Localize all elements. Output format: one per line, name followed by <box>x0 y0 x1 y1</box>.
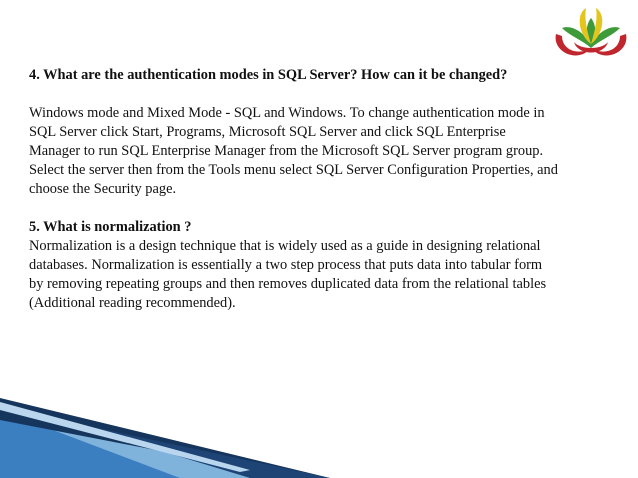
question-heading: 5. What is normalization ? <box>29 219 192 235</box>
flower-logo-icon <box>548 4 634 66</box>
question-heading: 4. What are the authentication modes in SQL Server? How can it be changed? <box>29 67 508 83</box>
answer-line: Manager to run SQL Enterprise Manager from the Microsoft SQL Server program group. <box>29 143 544 159</box>
answer-line: Windows mode and Mixed Mode - SQL and Windows. To change authentication mode in <box>29 105 545 121</box>
slide-content <box>29 66 619 313</box>
answer-line: Normalization is a design technique that is widely used as a guide in designing relational <box>29 238 541 254</box>
answer-line: choose the Security page. <box>29 181 177 197</box>
answer-line: SQL Server click Start, Programs, Microsoft SQL Server and click SQL Enterprise <box>29 124 506 140</box>
answer-line: Select the server then from the Tools menu select SQL Server Configuration Properties, and <box>29 162 558 178</box>
answer-line: by removing repeating groups and then removes duplicated data from the relational tables <box>29 276 547 292</box>
answer-line: databases. Normalization is essentially a two step process that puts data into tabular form <box>29 257 543 273</box>
answer-line: (Additional reading recommended). <box>29 295 236 311</box>
